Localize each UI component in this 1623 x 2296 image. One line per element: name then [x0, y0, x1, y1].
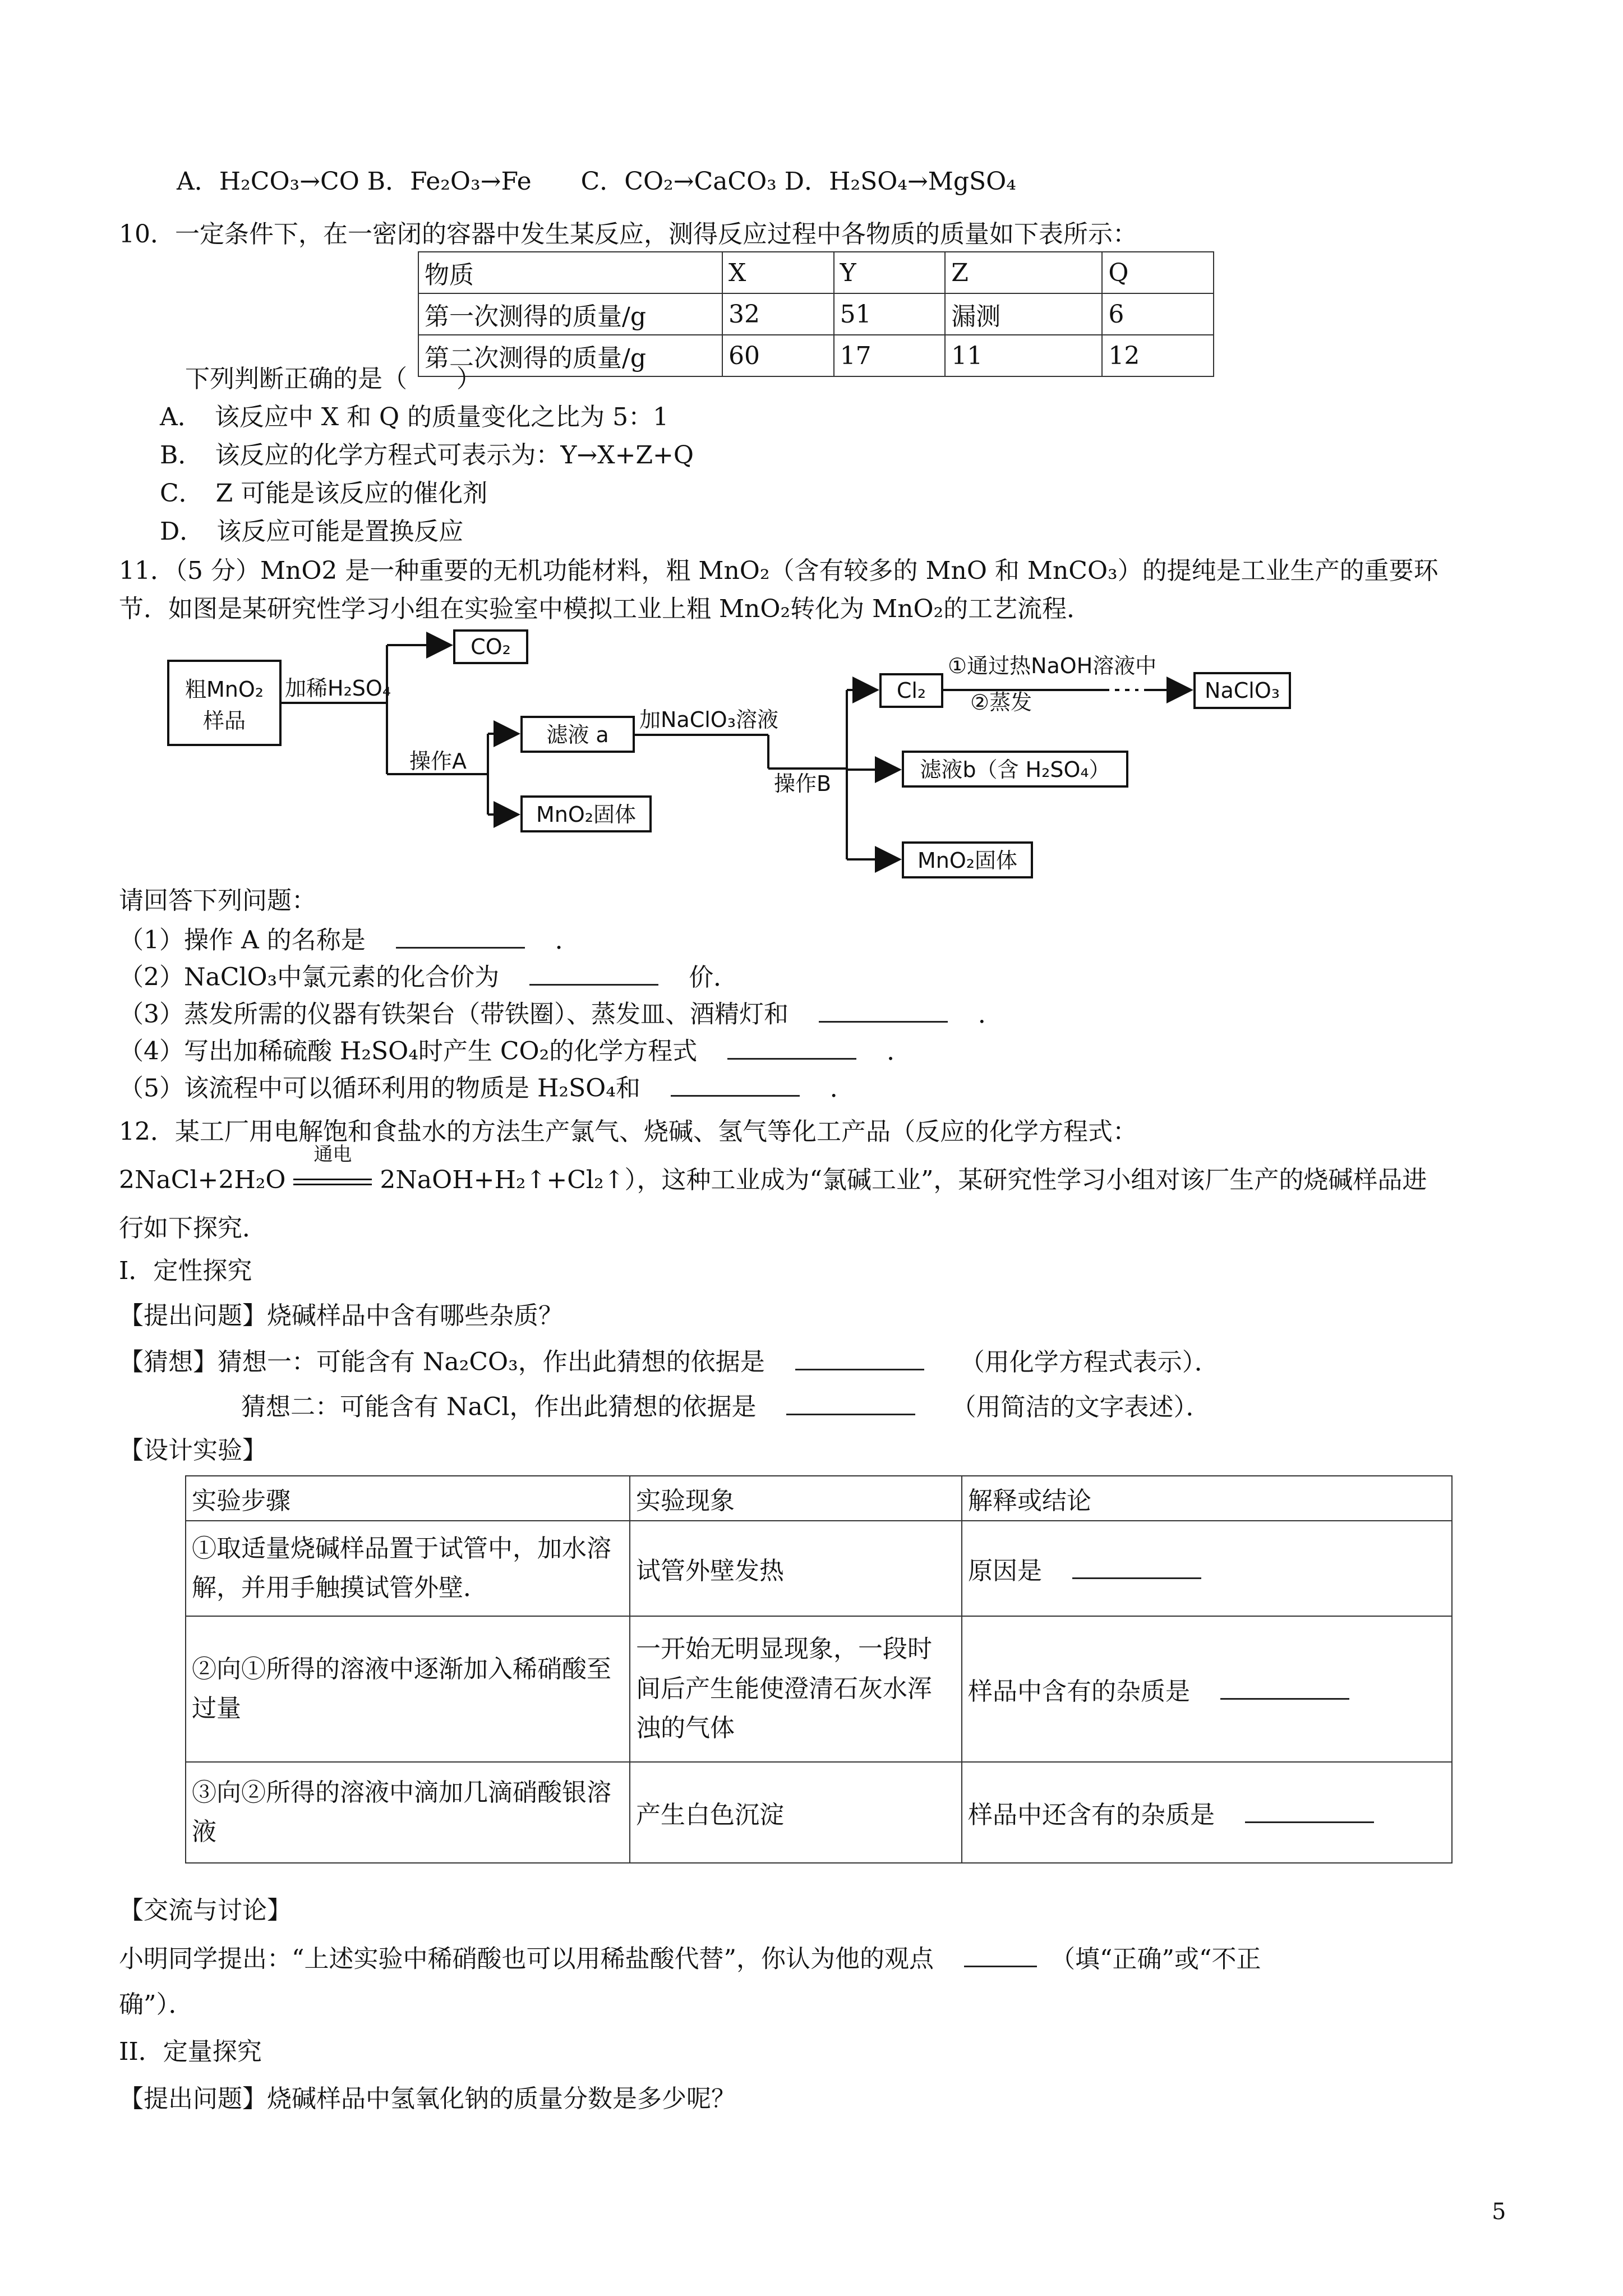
table-cell: ③向②所得的溶液中滴加几滴硝酸银溶液 [186, 1762, 630, 1863]
table-header-cell: Z [945, 252, 1102, 293]
q12-ask: 【提出问题】烧碱样品中含有哪些杂质？ [119, 1301, 563, 1330]
answer-blank[interactable] [396, 924, 525, 949]
q11-sub4 [119, 1036, 911, 1066]
answer-blank[interactable] [727, 1036, 856, 1060]
answer-blank[interactable] [786, 1391, 915, 1415]
table-cell: 17 [834, 335, 946, 376]
cl2-label: Cl₂ [896, 678, 926, 703]
q12-line3: 行如下探究． [119, 1214, 267, 1243]
guess1-text: 【猜想】猜想一：可能含有 Na₂CO₃，作出此猜想的依据是 [119, 1347, 765, 1377]
q10-option-c: C． Z 可能是该反应的催化剂 [160, 479, 488, 508]
section-quantitative: II．定量探究 [119, 2037, 262, 2066]
mno2-process-flow-diagram [129, 628, 1419, 886]
answer-blank[interactable] [1072, 1555, 1201, 1579]
answer-blank[interactable] [529, 961, 658, 986]
start-label-1: 粗MnO₂ [185, 677, 264, 702]
period: ． [555, 926, 580, 955]
period: ． [978, 1000, 1003, 1029]
q11-sub4-text: （4）写出加稀硫酸 H₂SO₄时产生 CO₂的化学方程式 [119, 1037, 698, 1066]
table-cell: ①取适量烧碱样品置于试管中，加水溶解，并用手触摸试管外壁． [186, 1521, 630, 1616]
table-cell [962, 1762, 1452, 1863]
cl2-step1-label: ①通过热NaOH溶液中 [948, 654, 1157, 678]
table-cell: 第二次测得的质量/g [418, 335, 722, 376]
equation-condition: 通电 [313, 1143, 352, 1166]
guess2-note: （用简洁的文字表述）． [951, 1392, 1211, 1421]
experiment-table [185, 1475, 1453, 1864]
q10-option-b: B． 该反应的化学方程式可表示为：Y→X+Z+Q [160, 441, 694, 470]
table-row [186, 1521, 1452, 1616]
answer-blank[interactable] [795, 1346, 924, 1370]
table-cell: 一开始无明显现象，一段时间后产生能使澄清石灰水浑浊的气体 [630, 1616, 962, 1762]
table-header-cell: X [722, 252, 834, 293]
q11-sub2 [119, 961, 738, 992]
q9-options: A．H₂CO₃→CO B．Fe₂O₃→Fe C．CO₂→CaCO₃ D．H₂SO₄→MgSO₄ [177, 167, 1016, 196]
q11-stem-line2: 节．如图是某研究性学习小组在实验室中模拟工业上粗 MnO₂转化为 MnO₂的工艺流程． [119, 595, 1092, 623]
table-header-cell: 实验现象 [630, 1476, 962, 1521]
equation-condition-arrow [293, 1143, 372, 1195]
guess1-note: （用化学方程式表示）． [960, 1347, 1219, 1377]
conclusion-text: 样品中还含有的杂质是 [968, 1801, 1215, 1829]
q12-design: 【设计实验】 [119, 1436, 267, 1465]
add-naclo3-label: 加NaClO₃溶液 [639, 707, 778, 732]
q10-mass-table [418, 251, 1214, 377]
answer-blank[interactable] [819, 999, 948, 1023]
table-cell: 32 [722, 293, 834, 335]
q12-discuss: 【交流与讨论】 [119, 1896, 292, 1925]
co2-label: CO₂ [471, 634, 511, 659]
table-cell [962, 1521, 1452, 1616]
table-header-cell: Y [834, 252, 946, 293]
table-header-cell: 解释或结论 [962, 1476, 1452, 1521]
table-header-cell: 物质 [418, 252, 722, 293]
q11-sub3-text: （3）蒸发所需的仪器有铁架台（带铁圈）、蒸发皿、酒精灯和 [119, 1000, 789, 1029]
table-cell: 12 [1102, 335, 1214, 376]
opA-label: 操作A [409, 749, 467, 774]
q12-discuss-line1 [119, 1943, 1261, 1974]
table-cell: 产生白色沉淀 [630, 1762, 962, 1863]
mno2-solid-label-1: MnO₂固体 [536, 802, 637, 827]
guess2-text: 猜想二：可能含有 NaCl，作出此猜想的依据是 [241, 1392, 757, 1421]
table-row [186, 1762, 1452, 1863]
discuss-text: 小明同学提出：“上述实验中稀硝酸也可以用稀盐酸代替”，你认为他的观点 [119, 1944, 934, 1973]
step1-label: 加稀H₂SO₄ [285, 676, 391, 701]
period: ． [829, 1074, 855, 1103]
table-cell: 第一次测得的质量/g [418, 293, 722, 335]
conclusion-text: 原因是 [968, 1557, 1042, 1585]
section-qualitative: I．定性探究 [119, 1257, 252, 1285]
answer-blank[interactable] [671, 1073, 800, 1097]
table-header-row [418, 252, 1214, 293]
table-cell: 6 [1102, 293, 1214, 335]
table-cell: ②向①所得的溶液中逐渐加入稀硝酸至过量 [186, 1616, 630, 1762]
q10-option-a: A． 该反应中 X 和 Q 的质量变化之比为 5：1 [160, 403, 669, 431]
table-header-cell: 实验步骤 [186, 1476, 630, 1521]
q11-sub2-text: （2）NaClO₃中氯元素的化合价为 [119, 963, 500, 992]
table-header-row [186, 1476, 1452, 1521]
q12-line1: 12．某工厂用电解饱和食盐水的方法生产氯气、烧碱、氢气等化工产品（反应的化学方程式： [119, 1117, 1137, 1146]
q11-sub1 [119, 924, 580, 955]
table-cell: 11 [945, 335, 1102, 376]
start-label-2: 样品 [202, 708, 246, 733]
equation-right: 2NaOH+H₂↑+Cl₂↑），这种工业成为“氯碱工业”，某研究性学习小组对该厂生产的烧碱样品进 [380, 1166, 1427, 1194]
table-row [186, 1616, 1452, 1762]
q11-sub3 [119, 999, 1003, 1029]
filtrate-b-label: 滤液b（含 H₂SO₄） [920, 757, 1110, 782]
answer-blank[interactable] [964, 1943, 1037, 1967]
answer-blank[interactable] [1245, 1799, 1374, 1823]
table-header-cell: Q [1102, 252, 1214, 293]
table-row [418, 335, 1214, 376]
equation-left: 2NaCl+2H₂O [119, 1166, 286, 1194]
q11-sub5 [119, 1073, 855, 1103]
q12-discuss-line2: 确”）． [119, 1990, 193, 2019]
filtrate-a-label: 滤液 a [546, 723, 609, 747]
q11-stem-line1: 11．（5 分）MnO2 是一种重要的无机功能材料，粗 MnO₂（含有较多的 MnO 和 MnCO₃）的提纯是工业生产的重要环 [119, 556, 1438, 585]
discuss-note: （填“正确”或“不正 [1050, 1944, 1261, 1973]
q11-sub2-suffix: 价． [689, 963, 739, 992]
table-row [418, 293, 1214, 335]
q12-guess1 [119, 1346, 1219, 1377]
opB-label: 操作B [774, 771, 832, 796]
q10-prompt: 下列判断正确的是（ ） [185, 365, 481, 393]
conclusion-text: 样品中含有的杂质是 [968, 1677, 1190, 1706]
cl2-step2-label: ②蒸发 [970, 690, 1032, 715]
mno2-solid-label-2: MnO₂固体 [917, 848, 1018, 873]
q12-equation-line [119, 1143, 1427, 1195]
q11-sub1-text: （1）操作 A 的名称是 [119, 926, 366, 955]
page-number: 5 [1492, 2199, 1506, 2225]
period: ． [887, 1037, 912, 1066]
table-cell: 试管外壁发热 [630, 1521, 962, 1616]
table-cell: 51 [834, 293, 946, 335]
q12-ask2: 【提出问题】烧碱样品中氢氧化钠的质量分数是多少呢？ [119, 2085, 736, 2113]
table-cell: 漏测 [945, 293, 1102, 335]
answer-blank[interactable] [1220, 1676, 1349, 1700]
naclo3-label: NaClO₃ [1205, 678, 1280, 703]
q10-stem: 10．一定条件下，在一密闭的容器中发生某反应，测得反应过程中各物质的质量如下表所示： [119, 220, 1137, 249]
q10-option-d: D． 该反应可能是置换反应 [160, 517, 464, 546]
q12-guess2 [241, 1391, 1210, 1422]
table-cell [962, 1616, 1452, 1762]
q11-answer-intro: 请回答下列问题： [119, 886, 316, 915]
q11-sub5-text: （5）该流程中可以循环利用的物质是 H₂SO₄和 [119, 1074, 640, 1103]
table-cell: 60 [722, 335, 834, 376]
